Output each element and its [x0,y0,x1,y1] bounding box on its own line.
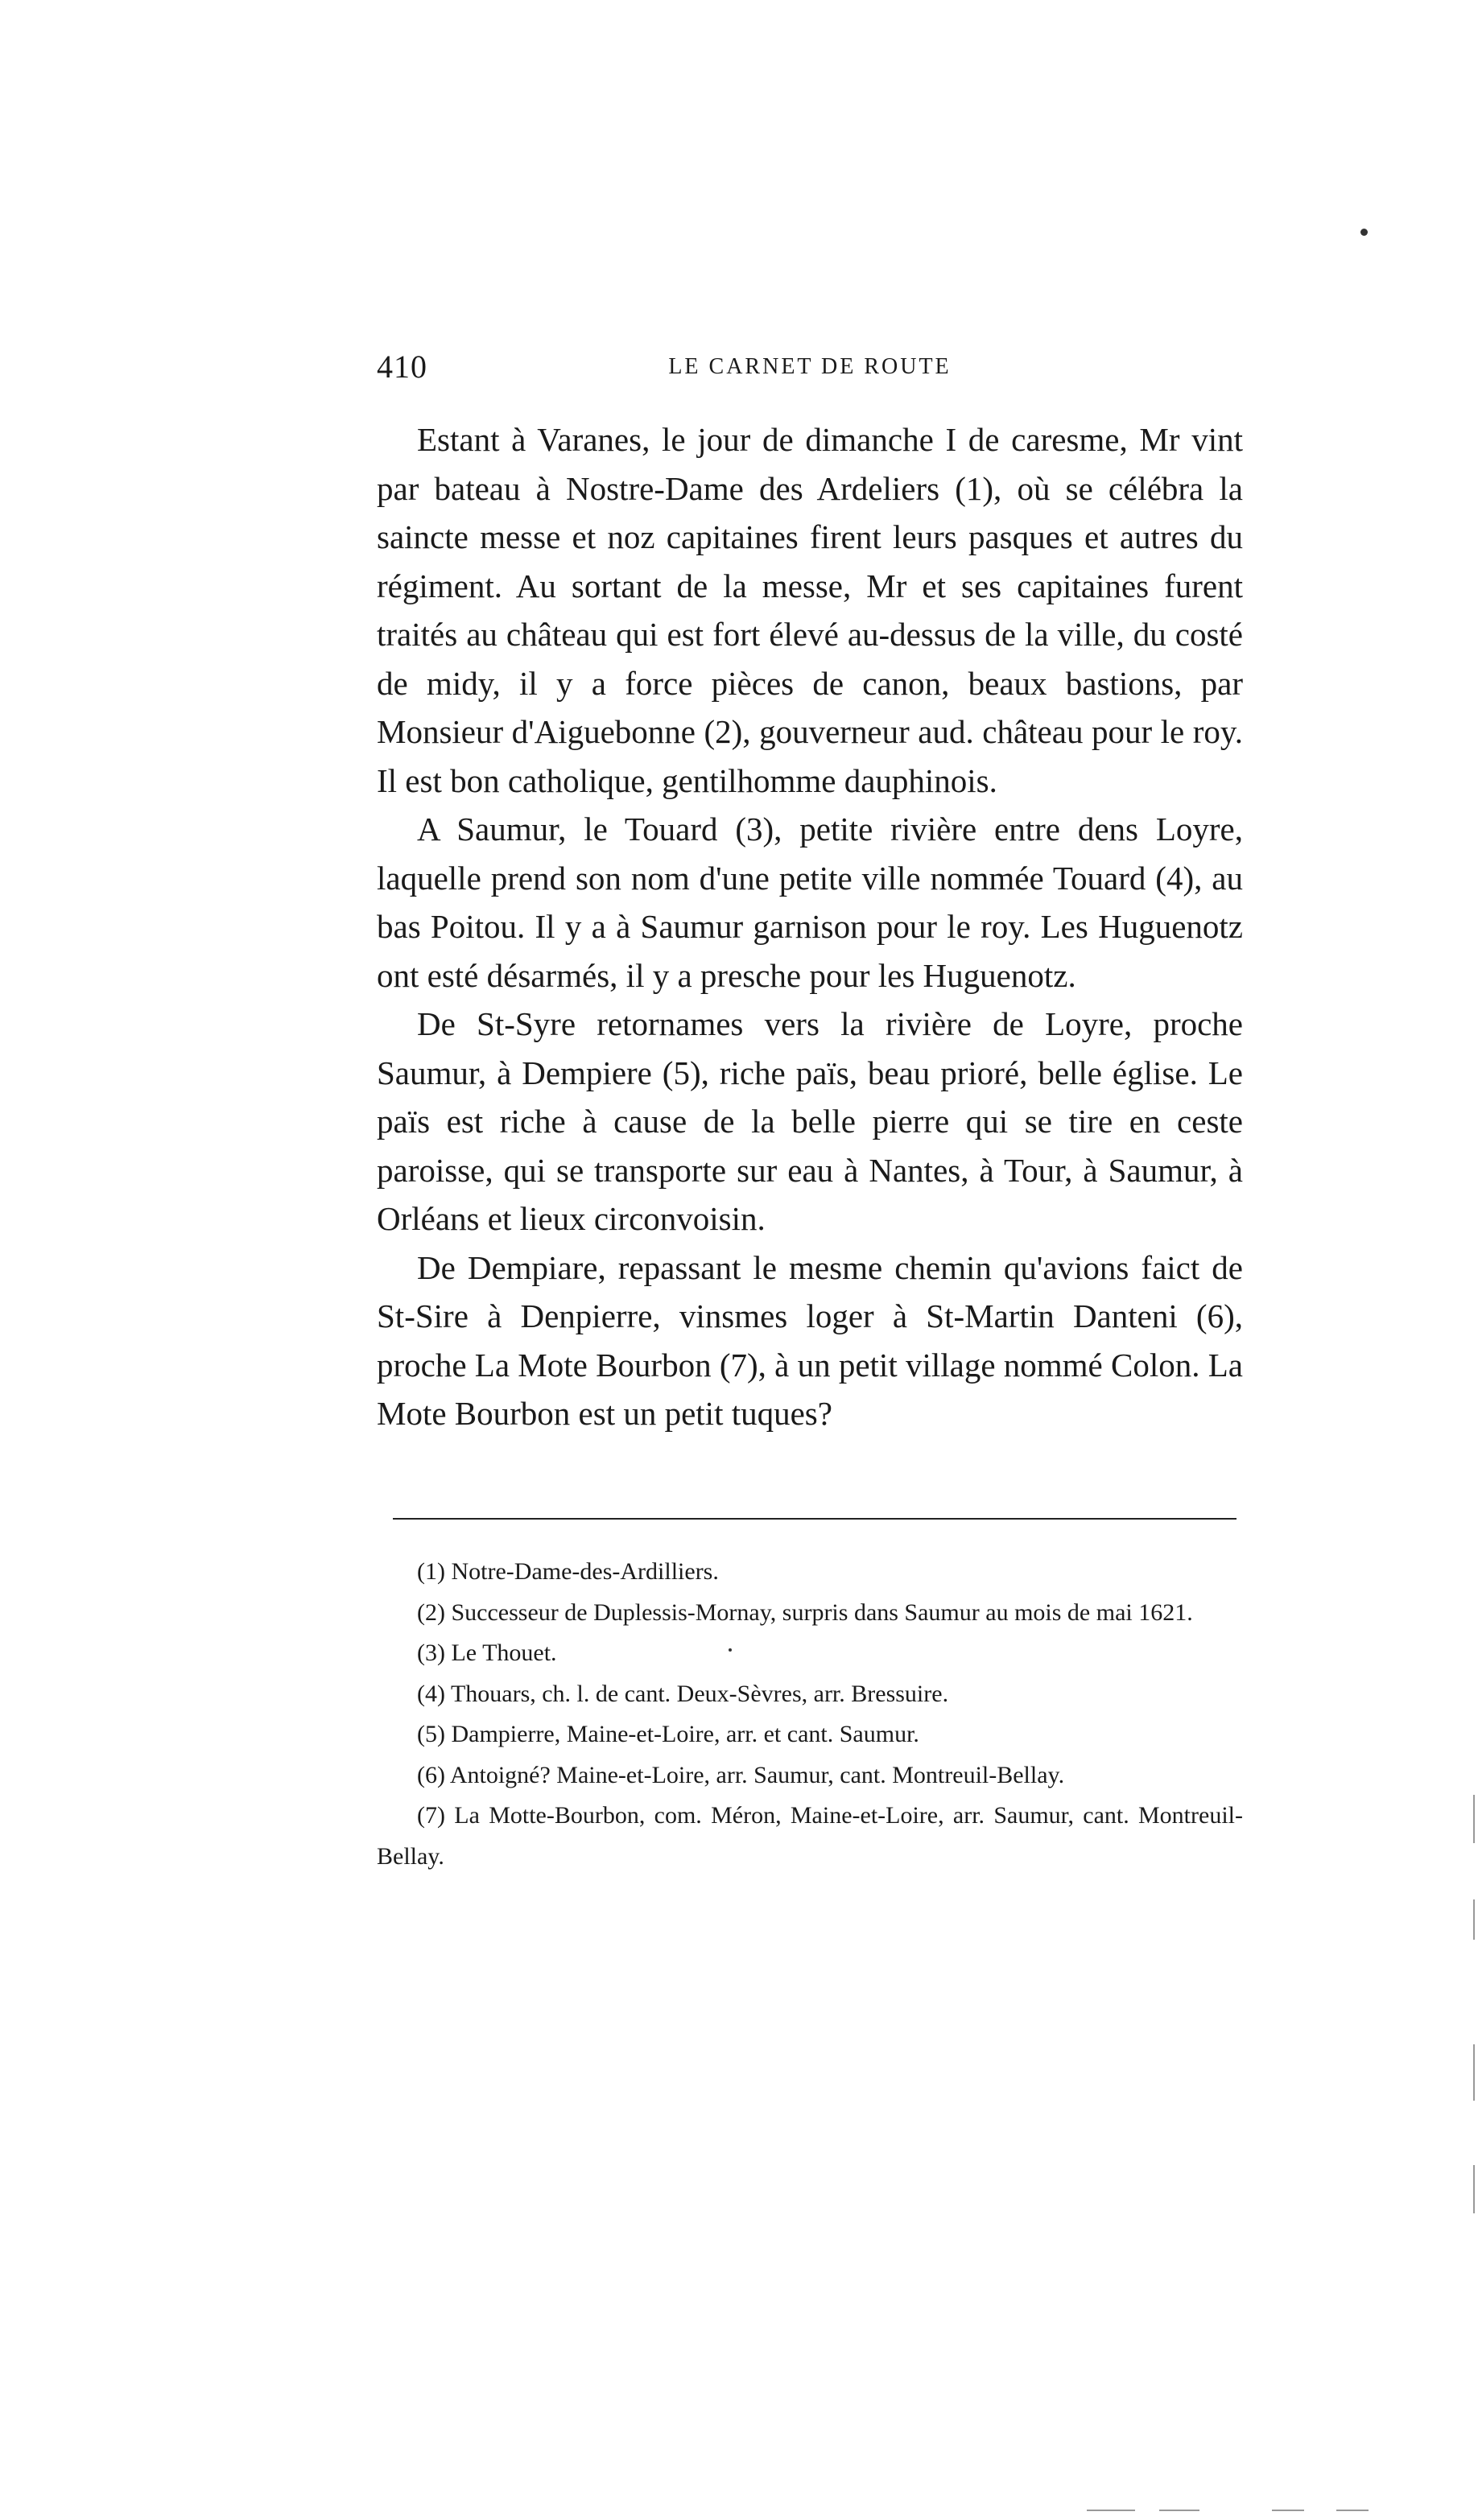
paragraph: De Dempiare, repassant le mesme chemin qu'avions faict de St-Sire à Denpierre, vinsmes loger à St-Martin Danteni (6), proche La Mote Bourbon (7), à un petit village nommé Colon. La Mote Bourbon est un petit tuques? [377,1248,1243,1432]
footnote: (1) Notre-Dame-des-Ardilliers. [417,1558,719,1585]
scan-edge-mark [1159,2510,1199,2511]
scan-edge-mark [1336,2510,1369,2511]
scan-edge-mark [1473,1899,1475,1940]
footnote-divider [393,1518,1236,1520]
scan-edge-mark [1473,2044,1475,2101]
main-text [377,415,1243,1438]
scan-edge-mark [1473,2165,1475,2213]
scan-edge-mark [1272,2510,1304,2511]
page-number: 410 [377,349,427,385]
paragraph: De St-Syre retornames vers la rivière de Loyre, proche Saumur, à Dempiere (5), riche païs, beau prioré, belle église. Le païs est riche à cause de la belle pierre qui se tire en ceste paroisse, qui se transporte sur eau à Nantes, à Tour, à Saumur, à Orléans et lieux circonvoisin. [377,1005,1243,1237]
running-title: LE CARNET DE ROUTE [668,354,952,379]
footnote: (6) Antoigné? Maine-et-Loire, arr. Saumur, cant. Montreuil-Bellay. [417,1761,1065,1788]
scan-speck [1360,229,1368,236]
scan-edge-mark [1087,2510,1135,2511]
footnote: (4) Thouars, ch. l. de cant. Deux-Sèvres, arr. Bressuire. [417,1680,949,1707]
footnote: (7) La Motte-Bourbon, com. Méron, Maine-et-Loire, arr. Saumur, cant. Montreuil-Bellay. [377,1802,1243,1870]
footnotes [377,1552,1243,1877]
paragraph: Estant à Varanes, le jour de dimanche I de caresme, Mr vint par bateau à Nostre-Dame des Ardeliers (1), où se célébra la saincte messe et noz capitaines firent leurs pasques et autres du régiment. Au sortant de la messe, Mr et ses capitaines furent traités au château qui est fort élevé au-dessus de la ville, du costé de midy, il y a force pièces de canon, beaux bastions, par Monsieur d'Aiguebonne (2), gouverneur aud. château pour le roy. Il est bon catholique, gentilhomme dauphinois. [377,421,1243,799]
footnote: (2) Successeur de Duplessis-Mornay, surpris dans Saumur au mois de mai 1621. [417,1598,1193,1626]
scan-edge-mark [1473,1795,1475,1843]
footnote: (5) Dampierre, Maine-et-Loire, arr. et cant. Saumur. [417,1721,919,1747]
scan-speck [729,1648,732,1652]
page-header [377,348,1243,393]
paragraph: A Saumur, le Touard (3), petite rivière entre dens Loyre, laquelle prend son nom d'une petite ville nommée Touard (4), au bas Poitou. Il y a à Saumur garnison pour le roy. Les Huguenotz ont esté désarmés, il y a presche pour les Huguenotz. [377,810,1243,994]
footnote: (3) Le Thouet. [417,1639,557,1666]
